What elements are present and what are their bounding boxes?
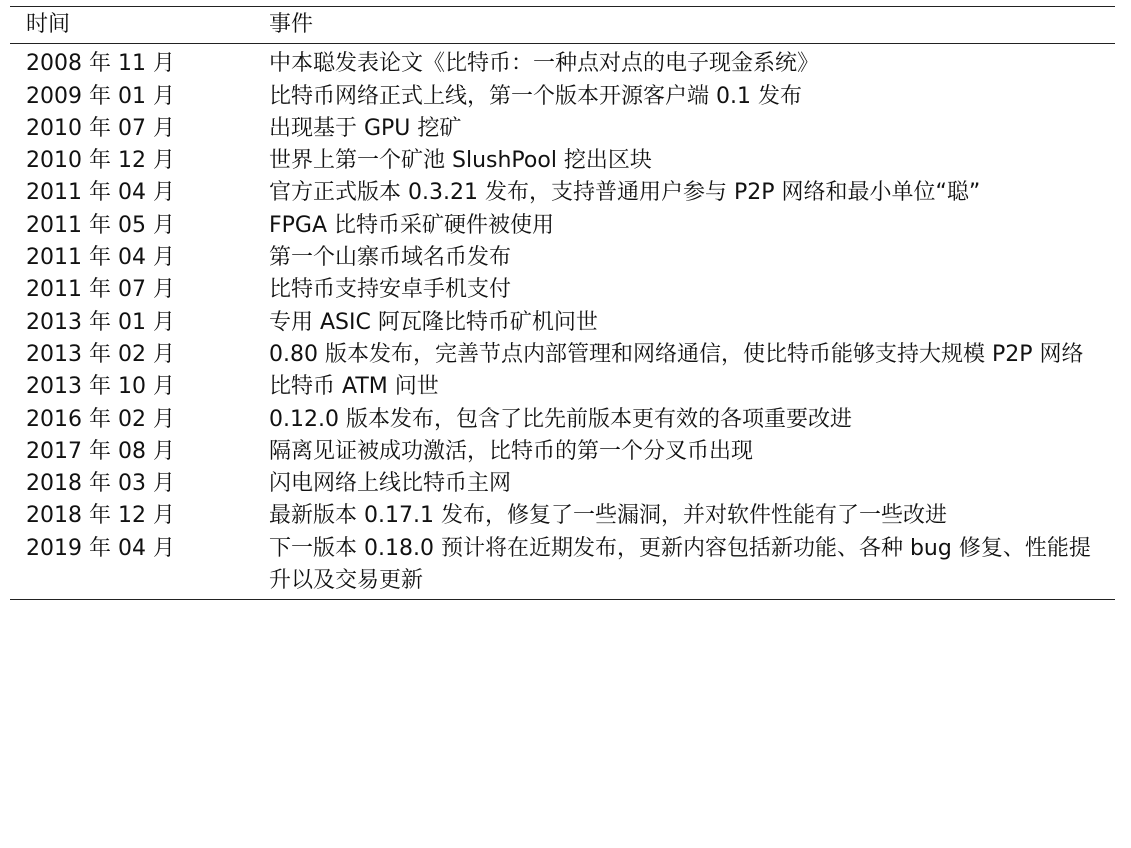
row-event: 闪电网络上线比特币主网 [269, 471, 512, 497]
row-event: FPGA 比特币采矿硬件被使用 [269, 212, 555, 238]
row-event: 专用 ASIC 阿瓦隆比特币矿机问世 [269, 309, 598, 335]
table-row [10, 210, 1115, 242]
table-body [10, 44, 1115, 600]
table-row [10, 44, 1115, 81]
table-row [10, 404, 1115, 436]
row-time: 2013 年 01 月 [26, 309, 175, 335]
row-event: 官方正式版本 0.3.21 发布，支持普通用户参与 P2P 网络和最小单位“聪” [269, 180, 981, 206]
row-time: 2017 年 08 月 [26, 438, 175, 464]
table-row [10, 242, 1115, 274]
row-time: 2009 年 01 月 [26, 83, 175, 109]
row-time: 2018 年 03 月 [26, 471, 175, 497]
row-time: 2008 年 11 月 [26, 51, 175, 77]
table-header [10, 7, 1115, 44]
header-time: 时间 [26, 12, 71, 37]
table-row [10, 113, 1115, 145]
row-time: 2011 年 04 月 [26, 245, 175, 271]
table-row [10, 81, 1115, 113]
row-time: 2013 年 10 月 [26, 374, 175, 400]
row-event: 出现基于 GPU 挖矿 [269, 115, 462, 141]
row-time: 2011 年 05 月 [26, 212, 175, 238]
row-time: 2018 年 12 月 [26, 503, 175, 529]
row-event: 隔离见证被成功激活，比特币的第一个分叉币出现 [269, 438, 754, 464]
row-time: 2011 年 07 月 [26, 277, 175, 303]
row-event: 第一个山寨币域名币发布 [269, 245, 512, 271]
row-event: 世界上第一个矿池 SlushPool 挖出区块 [269, 148, 652, 174]
row-event: 0.80 版本发布，完善节点内部管理和网络通信，使比特币能够支持大规模 P2P 网络 [269, 341, 1084, 367]
table-row [10, 274, 1115, 306]
row-event: 中本聪发表论文《比特币：一种点对点的电子现金系统》 [269, 51, 820, 77]
row-time: 2011 年 04 月 [26, 180, 175, 206]
header-event: 事件 [269, 12, 314, 37]
bitcoin-timeline-table [10, 6, 1115, 600]
row-event: 比特币支持安卓手机支付 [269, 277, 512, 303]
row-time: 2010 年 07 月 [26, 115, 175, 141]
table-row [10, 500, 1115, 532]
row-time: 2010 年 12 月 [26, 148, 175, 174]
row-event: 最新版本 0.17.1 发布，修复了一些漏洞，并对软件性能有了一些改进 [269, 503, 947, 529]
table-row [10, 177, 1115, 209]
row-time: 2013 年 02 月 [26, 341, 175, 367]
row-time: 2019 年 04 月 [26, 535, 175, 561]
header-row [10, 7, 1115, 44]
table-row [10, 339, 1115, 371]
table-row [10, 145, 1115, 177]
row-event: 比特币 ATM 问世 [269, 374, 439, 400]
row-event: 0.12.0 版本发布，包含了比先前版本更有效的各项重要改进 [269, 406, 852, 432]
table-row [10, 371, 1115, 403]
table-row [10, 468, 1115, 500]
table-row [10, 307, 1115, 339]
row-event: 下一版本 0.18.0 预计将在近期发布，更新内容包括新功能、各种 bug 修复、性能提升以及交易更新 [269, 535, 1091, 594]
row-event: 比特币网络正式上线，第一个版本开源客户端 0.1 发布 [269, 83, 802, 109]
row-time: 2016 年 02 月 [26, 406, 175, 432]
table-row [10, 436, 1115, 468]
table-row [10, 533, 1115, 600]
